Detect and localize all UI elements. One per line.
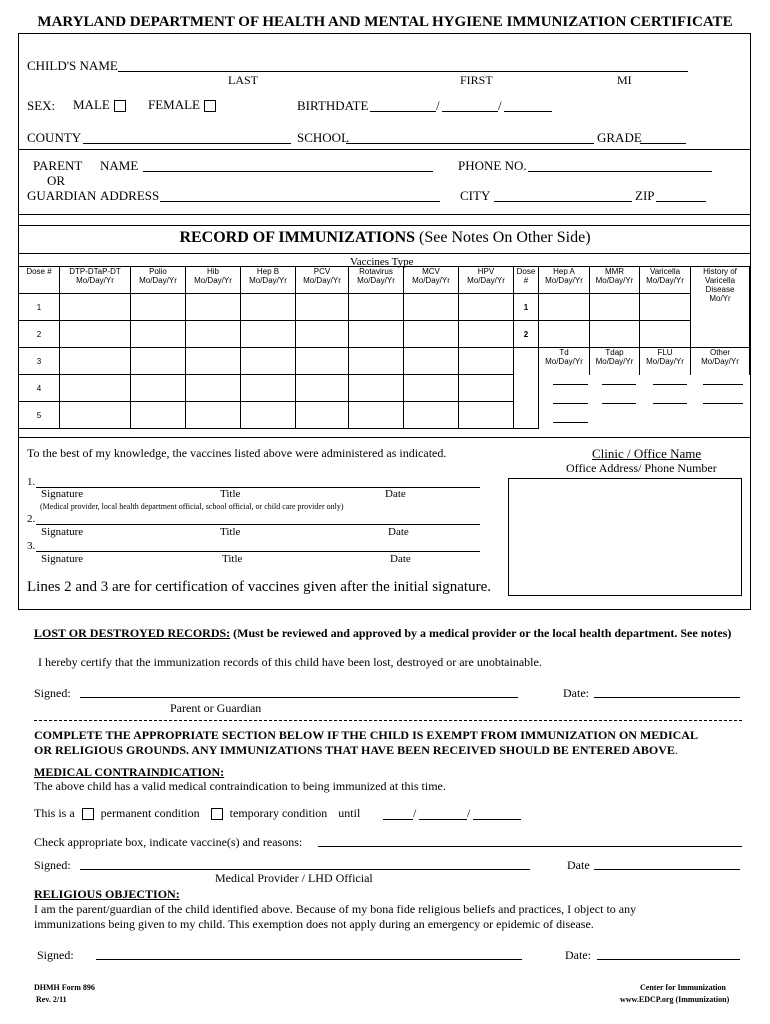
dose-cell[interactable] [349, 294, 404, 321]
immunization-table [18, 266, 750, 429]
dose-1: 1 [19, 294, 60, 321]
provider-note: (Medical provider, local health department official, school official, or child care provider only) [40, 502, 344, 511]
sig-number-1: 1. [27, 476, 36, 488]
td-header: Td Mo/Day/Yr [539, 348, 590, 375]
divider [18, 214, 750, 215]
divider [18, 253, 750, 254]
dose-cell[interactable] [404, 402, 459, 429]
birthdate-label: BIRTHDATE [297, 98, 369, 113]
exempt-line-1: COMPLETE THE APPROPRIATE SECTION BELOW IF THE CHILD IS EXEMPT FROM IMMUNIZATION ON MEDICAL [34, 728, 698, 742]
parent-guardian-label: Parent or Guardian [170, 701, 262, 715]
dose-cell[interactable] [186, 375, 241, 402]
dose-cell[interactable] [404, 348, 459, 375]
vaccines-type-label: Vaccines Type [350, 256, 414, 268]
right-dose-2: 2 [514, 321, 539, 348]
signature-line-2[interactable] [36, 524, 480, 525]
date-label: Date [385, 488, 406, 500]
parent-signature-field[interactable] [80, 697, 518, 698]
dose-cell[interactable] [60, 402, 131, 429]
dose-3: 3 [19, 348, 60, 375]
until-slash: / [467, 806, 471, 820]
flu-header: FLU Mo/Day/Yr [640, 348, 691, 375]
medical-text: The above child has a valid medical contraindication to being immunized at this time. [34, 779, 446, 793]
dose-cell[interactable] [241, 375, 296, 402]
parent-name-field[interactable] [143, 171, 433, 172]
spacer-cell [514, 348, 539, 375]
dose-cell[interactable] [459, 375, 514, 402]
female-option[interactable] [148, 97, 216, 113]
tdap-line[interactable] [602, 403, 636, 404]
until-month-field[interactable] [383, 819, 413, 820]
dose-cell[interactable] [296, 348, 349, 375]
dose-cell[interactable] [539, 294, 590, 321]
lost-heading-title: LOST OR DESTROYED RECORDS: [34, 626, 231, 640]
temporary-label: temporary condition [229, 806, 328, 820]
until-day-field[interactable] [419, 819, 467, 820]
dose-cell[interactable] [241, 402, 296, 429]
city-field[interactable] [494, 201, 632, 202]
divider [18, 149, 750, 150]
right-dose-1: 1 [514, 294, 539, 321]
child-name-field[interactable] [118, 71, 688, 72]
rotavirus-header: Rotavirus Mo/Day/Yr [349, 267, 404, 294]
first-label: FIRST [460, 73, 493, 87]
dose-cell[interactable] [404, 375, 459, 402]
dose-cell[interactable] [186, 402, 241, 429]
guardian-label: GUARDIAN [27, 188, 97, 203]
pcv-header: PCV Mo/Day/Yr [296, 267, 349, 294]
date-label: Date [567, 858, 590, 872]
dose-cell[interactable] [590, 294, 640, 321]
female-checkbox[interactable] [204, 100, 216, 112]
male-label: MALE [73, 97, 110, 112]
medical-date-field[interactable] [594, 869, 740, 870]
polio-header: Polio Mo/Day/Yr [131, 267, 186, 294]
phone-field[interactable] [528, 171, 712, 172]
condition-row [34, 806, 360, 821]
dose-cell[interactable] [640, 321, 691, 348]
history-cell[interactable] [691, 321, 750, 348]
dose-cell[interactable] [459, 402, 514, 429]
dose-cell[interactable] [186, 294, 241, 321]
female-label: FEMALE [148, 97, 200, 112]
signature-line-1[interactable] [36, 487, 480, 488]
religious-text-2: immunizations being given to my child. This exemption does not apply during an emergency or epidemic of disease. [34, 917, 594, 931]
until-slash: / [413, 806, 417, 820]
dose-cell[interactable] [349, 321, 404, 348]
td-line[interactable] [553, 384, 588, 385]
or-label: OR [47, 173, 66, 188]
sig-number-2: 2. [27, 513, 36, 525]
signature-line-3[interactable] [36, 551, 480, 552]
birthdate-slash: / [436, 98, 440, 113]
signature-label: Signature [41, 488, 84, 500]
dose-cell[interactable] [459, 348, 514, 375]
signed-label: Signed: [37, 948, 74, 962]
sig-number-3: 3. [27, 540, 36, 552]
dose-cell[interactable] [349, 402, 404, 429]
grade-label: GRADE [597, 130, 642, 145]
lines-note: Lines 2 and 3 are for certification of vaccines given after the initial signature. [27, 579, 491, 595]
dose-cell[interactable] [349, 375, 404, 402]
record-subtitle: (See Notes On Other Side) [419, 229, 591, 246]
lost-heading-note: (Must be reviewed and approved by a medical provider or the local health department. See notes) [233, 626, 732, 640]
dose-cell[interactable] [296, 375, 349, 402]
other-header: Other Mo/Day/Yr [691, 348, 750, 375]
lost-date-field[interactable] [594, 697, 740, 698]
religious-heading: RELIGIOUS OBJECTION: [34, 887, 180, 901]
dose-cell[interactable] [590, 321, 640, 348]
hpv-header: HPV Mo/Day/Yr [459, 267, 514, 294]
dose-cell[interactable] [186, 321, 241, 348]
dose-cell[interactable] [241, 321, 296, 348]
spacer-cell [514, 375, 539, 402]
phone-label: PHONE NO. [458, 158, 527, 173]
county-label: COUNTY [27, 130, 82, 145]
tdap-line[interactable] [602, 384, 636, 385]
birthdate-month-field[interactable] [370, 111, 436, 112]
dose-cell[interactable] [131, 321, 186, 348]
sex-label: SEX: [27, 98, 56, 113]
title-label: Title [222, 553, 243, 565]
dtp-header: DTP-DTaP-DT Mo/Day/Yr [60, 267, 131, 294]
child-name-label: CHILD'S NAME [27, 58, 118, 73]
reasons-field[interactable] [318, 846, 742, 847]
signature-label: Signature [41, 553, 84, 565]
birthdate-year-field[interactable] [504, 111, 552, 112]
mmr-header: MMR Mo/Day/Yr [590, 267, 640, 294]
dose-cell[interactable] [60, 348, 131, 375]
dose-2: 2 [19, 321, 60, 348]
title-label: Title [220, 526, 241, 538]
tdap-header: Tdap Mo/Day/Yr [590, 348, 640, 375]
mcv-header: MCV Mo/Day/Yr [404, 267, 459, 294]
school-label: SCHOOL [297, 130, 350, 145]
record-heading [0, 229, 770, 247]
hib-header: Hib Mo/Day/Yr [186, 267, 241, 294]
birthdate-slash: / [498, 98, 502, 113]
dose-cell[interactable] [296, 294, 349, 321]
revision: Rev. 2/11 [36, 995, 67, 1004]
dose-cell[interactable] [404, 294, 459, 321]
signed-label: Signed: [34, 686, 71, 700]
exempt-line-2: OR RELIGIOUS GROUNDS. ANY IMMUNIZATIONS THAT HAVE BEEN RECEIVED SHOULD BE ENTERED ABOVE. [34, 743, 678, 757]
dose-cell[interactable] [131, 348, 186, 375]
varicella-header: Varicella Mo/Day/Yr [640, 267, 691, 294]
until-year-field[interactable] [473, 819, 521, 820]
permanent-label: permanent condition [100, 806, 200, 820]
birthdate-day-field[interactable] [442, 111, 498, 112]
title-label: Title [220, 488, 241, 500]
date-label: Date: [563, 686, 589, 700]
flu-line[interactable] [653, 384, 687, 385]
parent-label: PARENT [33, 158, 83, 173]
medical-heading: MEDICAL CONTRAINDICATION: [34, 765, 225, 779]
dose-cell[interactable] [131, 375, 186, 402]
signed-label: Signed: [34, 858, 71, 872]
city-label: CITY [460, 188, 491, 203]
dose-cell[interactable] [349, 348, 404, 375]
dose-cell[interactable] [539, 321, 590, 348]
mi-label: MI [617, 73, 632, 87]
date-label: Date: [565, 948, 591, 962]
history-header: History of Varicella Disease Mo/Yr [691, 267, 750, 321]
zip-field[interactable] [656, 201, 706, 202]
date-label: Date [388, 526, 409, 538]
hepb-header: Hep B Mo/Day/Yr [241, 267, 296, 294]
dose-cell[interactable] [640, 294, 691, 321]
male-checkbox[interactable] [114, 100, 126, 112]
dose-cell[interactable] [186, 348, 241, 375]
other-line[interactable] [703, 384, 743, 385]
td-line[interactable] [553, 422, 588, 423]
permanent-checkbox[interactable] [82, 808, 94, 820]
county-field[interactable] [83, 143, 291, 144]
dose-5: 5 [19, 402, 60, 429]
dose-cell[interactable] [60, 375, 131, 402]
this-is-label: This is a [34, 806, 75, 820]
dose-cell[interactable] [404, 321, 459, 348]
booster-area [539, 375, 750, 429]
school-field[interactable] [346, 143, 594, 144]
lost-certify: I hereby certify that the immunization records of this child have been lost, destroyed or are unobtainable. [38, 655, 542, 669]
dose-cell[interactable] [241, 294, 296, 321]
dose-header: Dose # [19, 267, 60, 294]
hepa-header: Hep A Mo/Day/Yr [539, 267, 590, 294]
dose-cell[interactable] [60, 294, 131, 321]
dose-cell[interactable] [131, 402, 186, 429]
dose-cell[interactable] [459, 321, 514, 348]
spacer-cell [514, 402, 539, 429]
dose-cell[interactable] [296, 402, 349, 429]
lost-heading [34, 626, 731, 641]
clinic-name-label: Clinic / Office Name [592, 446, 702, 461]
date-label: Date [390, 553, 411, 565]
religious-text-1: I am the parent/guardian of the child identified above. Because of my bona fide religious beliefs and practices, I object to any [34, 902, 637, 916]
religious-signature-field[interactable] [96, 959, 522, 960]
clinic-stamp-box[interactable] [508, 478, 742, 596]
footer-center: Center for Immunization [640, 983, 726, 992]
signature-label: Signature [41, 526, 84, 538]
address-field[interactable] [160, 201, 440, 202]
male-option[interactable] [73, 97, 126, 113]
until-label: until [338, 806, 361, 820]
religious-date-field[interactable] [597, 959, 740, 960]
footer-url: www.EDCP.org (Immunization) [620, 995, 730, 1004]
dose-cell[interactable] [459, 294, 514, 321]
certify-statement: To the best of my knowledge, the vaccines listed above were administered as indicated. [27, 446, 447, 460]
dose-cell[interactable] [131, 294, 186, 321]
grade-field[interactable] [640, 143, 686, 144]
page-title: MARYLAND DEPARTMENT OF HEALTH AND MENTAL HYGIENE IMMUNIZATION CERTIFICATE [37, 14, 733, 30]
record-title: RECORD OF IMMUNIZATIONS [179, 229, 416, 246]
dose-cell[interactable] [60, 321, 131, 348]
temporary-checkbox[interactable] [211, 808, 223, 820]
form-number: DHMH Form 896 [34, 983, 95, 992]
office-address-label: Office Address/ Phone Number [566, 461, 717, 475]
last-label: LAST [228, 73, 258, 87]
flu-line[interactable] [653, 403, 687, 404]
dose-cell[interactable] [241, 348, 296, 375]
dashed-separator [34, 720, 742, 721]
official-label: Medical Provider / LHD Official [215, 871, 373, 885]
dose2-header: Dose # [514, 267, 539, 294]
dose-4: 4 [19, 375, 60, 402]
td-line[interactable] [553, 403, 588, 404]
zip-label: ZIP [635, 188, 655, 203]
medical-signature-field[interactable] [80, 869, 530, 870]
other-line[interactable] [703, 403, 743, 404]
parent-name-label: NAME [100, 158, 139, 173]
dose-cell[interactable] [296, 321, 349, 348]
address-label: ADDRESS [100, 188, 160, 203]
check-label: Check appropriate box, indicate vaccine(s) and reasons: [34, 835, 303, 849]
